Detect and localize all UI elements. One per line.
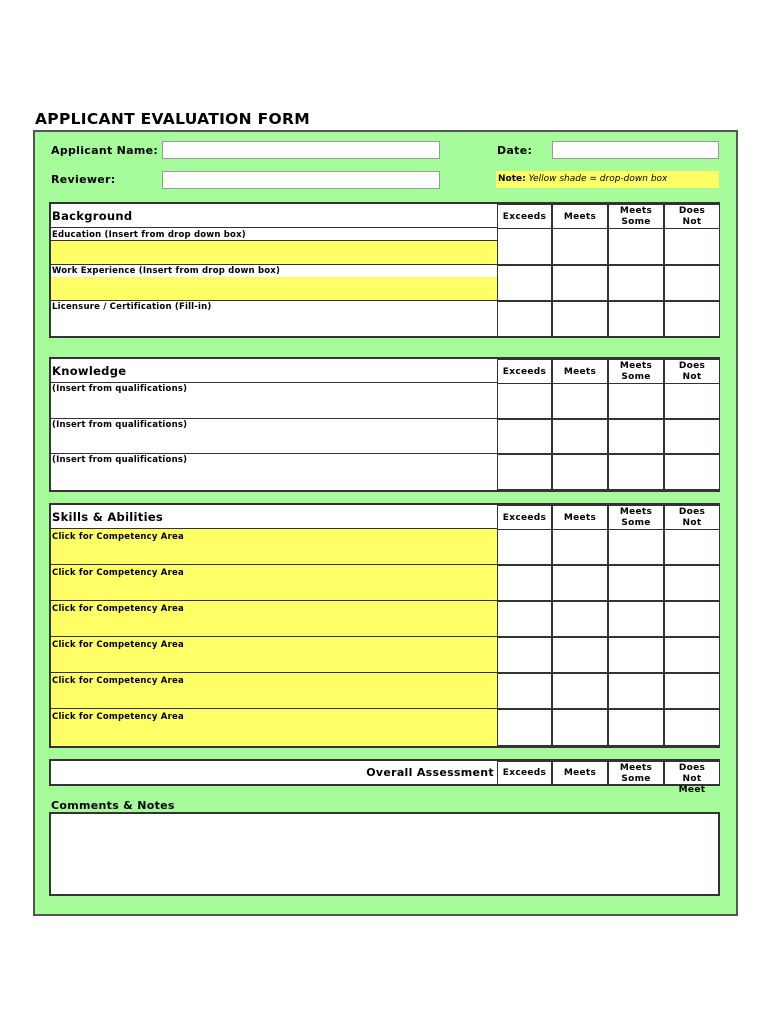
knowledge-rating-cell-r1-c2[interactable]: [552, 383, 608, 419]
background-col-header-text-4: Does Not: [678, 206, 706, 227]
knowledge-rating-cell-r3-c1[interactable]: [497, 454, 552, 490]
knowledge-rating-cell-r1-c1[interactable]: [497, 383, 552, 419]
education-dropdown[interactable]: [51, 241, 497, 265]
overall-col-header-3: [608, 761, 664, 785]
background-col-header-4: [664, 204, 720, 229]
competency-label-5: Click for Competency Area: [52, 676, 184, 686]
skills-col-header-text-2: Meets: [563, 512, 597, 523]
background-rating-cell-r2-c3[interactable]: [608, 265, 664, 301]
competency-label-6: Click for Competency Area: [52, 712, 184, 722]
knowledge-rating-cell-r2-c3[interactable]: [608, 419, 664, 454]
background-col-header-text-2: Meets: [563, 211, 597, 222]
background-rating-cell-r1-c3[interactable]: [608, 228, 664, 265]
skills-rating-cell-r5-c4[interactable]: [664, 673, 720, 709]
comments-textarea[interactable]: [49, 812, 720, 896]
knowledge-rating-cell-r3-c4[interactable]: [664, 454, 720, 490]
reviewer-label: Reviewer:: [51, 173, 116, 186]
background-col-header-2: [552, 204, 608, 229]
skills-rating-cell-r5-c1[interactable]: [497, 673, 552, 709]
background-rating-cell-r3-c3[interactable]: [608, 301, 664, 337]
overall-col-header-text-3: Meets Some: [619, 763, 653, 784]
knowledge-row-1-label: (Insert from qualifications): [52, 384, 188, 394]
skills-col-header-text-1: Exceeds: [502, 512, 547, 523]
skills-rating-cell-r5-c2[interactable]: [552, 673, 608, 709]
background-col-header-text-1: Exceeds: [502, 211, 547, 222]
skills-col-header-text-4: Does Not: [678, 507, 706, 528]
overall-col-header-text-4: Does Not Meet: [678, 763, 706, 795]
skills-rating-cell-r2-c4[interactable]: [664, 565, 720, 601]
skills-rating-cell-r2-c3[interactable]: [608, 565, 664, 601]
overall-col-header-4: [664, 761, 720, 795]
background-col-header-3: [608, 204, 664, 229]
overall-col-header-2: [552, 761, 608, 785]
skills-rating-cell-r3-c1[interactable]: [497, 601, 552, 637]
applicant-name-input[interactable]: [162, 141, 440, 159]
competency-label-1: Click for Competency Area: [52, 532, 184, 542]
applicant-name-label: Applicant Name:: [51, 144, 159, 157]
knowledge-rating-cell-r2-c1[interactable]: [497, 419, 552, 454]
skills-rating-cell-r1-c1[interactable]: [497, 529, 552, 565]
overall-assessment-label: Overall Assessment: [366, 766, 494, 779]
background-rating-cell-r2-c4[interactable]: [664, 265, 720, 301]
background-title: Background: [52, 209, 133, 223]
overall-col-header-1: [497, 761, 552, 785]
skills-rating-cell-r3-c3[interactable]: [608, 601, 664, 637]
skills-rating-cell-r4-c3[interactable]: [608, 637, 664, 673]
knowledge-rating-cell-r3-c2[interactable]: [552, 454, 608, 490]
background-rating-cell-r2-c1[interactable]: [497, 265, 552, 301]
knowledge-col-header-1: [497, 359, 552, 384]
knowledge-title: Knowledge: [52, 364, 127, 378]
skills-rating-cell-r2-c1[interactable]: [497, 565, 552, 601]
work-experience-dropdown[interactable]: [51, 277, 497, 301]
overall-col-header-text-1: Exceeds: [502, 768, 547, 778]
skills-rating-cell-r4-c2[interactable]: [552, 637, 608, 673]
knowledge-col-header-2: [552, 359, 608, 384]
date-label: Date:: [497, 144, 533, 157]
date-input[interactable]: [552, 141, 719, 159]
background-row-2-label: Work Experience (Insert from drop down box): [52, 266, 281, 276]
skills-col-header-2: [552, 505, 608, 530]
competency-label-3: Click for Competency Area: [52, 604, 184, 614]
knowledge-rating-cell-r3-c3[interactable]: [608, 454, 664, 490]
competency-label-4: Click for Competency Area: [52, 640, 184, 650]
skills-title: Skills & Abilities: [52, 510, 164, 524]
background-rating-cell-r3-c4[interactable]: [664, 301, 720, 337]
background-col-header-text-3: Meets Some: [619, 206, 653, 227]
knowledge-rating-cell-r2-c2[interactable]: [552, 419, 608, 454]
skills-rating-cell-r2-c2[interactable]: [552, 565, 608, 601]
knowledge-col-header-4: [664, 359, 720, 384]
background-rating-cell-r3-c1[interactable]: [497, 301, 552, 337]
skills-rating-cell-r1-c2[interactable]: [552, 529, 608, 565]
skills-col-header-1: [497, 505, 552, 530]
background-rating-cell-r1-c2[interactable]: [552, 228, 608, 265]
knowledge-col-header-text-4: Does Not: [678, 361, 706, 382]
knowledge-col-header-text-3: Meets Some: [619, 361, 653, 382]
background-col-header-1: [497, 204, 552, 229]
background-row-3-label: Licensure / Certification (Fill-in): [52, 302, 212, 312]
note-bold: Note:: [498, 174, 526, 184]
skills-rating-cell-r1-c3[interactable]: [608, 529, 664, 565]
note-banner: [496, 171, 719, 188]
background-rating-cell-r3-c2[interactable]: [552, 301, 608, 337]
knowledge-col-header-text-1: Exceeds: [502, 366, 547, 377]
skills-rating-cell-r4-c4[interactable]: [664, 637, 720, 673]
knowledge-col-header-text-2: Meets: [563, 366, 597, 377]
skills-rating-cell-r5-c3[interactable]: [608, 673, 664, 709]
knowledge-row-3-label: (Insert from qualifications): [52, 455, 188, 465]
skills-rating-cell-r6-c4[interactable]: [664, 709, 720, 746]
knowledge-col-header-3: [608, 359, 664, 384]
overall-col-header-text-2: Meets: [563, 768, 597, 778]
competency-label-2: Click for Competency Area: [52, 568, 184, 578]
background-row-1-label: Education (Insert from drop down box): [52, 230, 246, 240]
skills-rating-cell-r3-c4[interactable]: [664, 601, 720, 637]
note-text: Yellow shade = drop-down box: [525, 174, 668, 184]
skills-col-header-text-3: Meets Some: [619, 507, 653, 528]
page-title: APPLICANT EVALUATION FORM: [35, 110, 310, 128]
knowledge-rating-cell-r2-c4[interactable]: [664, 419, 720, 454]
skills-rating-cell-r1-c4[interactable]: [664, 529, 720, 565]
knowledge-rating-cell-r1-c4[interactable]: [664, 383, 720, 419]
skills-col-header-4: [664, 505, 720, 530]
skills-col-header-3: [608, 505, 664, 530]
knowledge-rating-cell-r1-c3[interactable]: [608, 383, 664, 419]
background-rating-cell-r2-c2[interactable]: [552, 265, 608, 301]
background-rating-cell-r1-c4[interactable]: [664, 228, 720, 265]
reviewer-input[interactable]: [162, 171, 440, 189]
skills-rating-cell-r6-c3[interactable]: [608, 709, 664, 746]
skills-rating-cell-r6-c2[interactable]: [552, 709, 608, 746]
background-rating-cell-r1-c1[interactable]: [497, 228, 552, 265]
knowledge-row-2-label: (Insert from qualifications): [52, 420, 188, 430]
skills-rating-cell-r6-c1[interactable]: [497, 709, 552, 746]
comments-label: Comments & Notes: [51, 799, 175, 812]
skills-rating-cell-r3-c2[interactable]: [552, 601, 608, 637]
skills-rating-cell-r4-c1[interactable]: [497, 637, 552, 673]
